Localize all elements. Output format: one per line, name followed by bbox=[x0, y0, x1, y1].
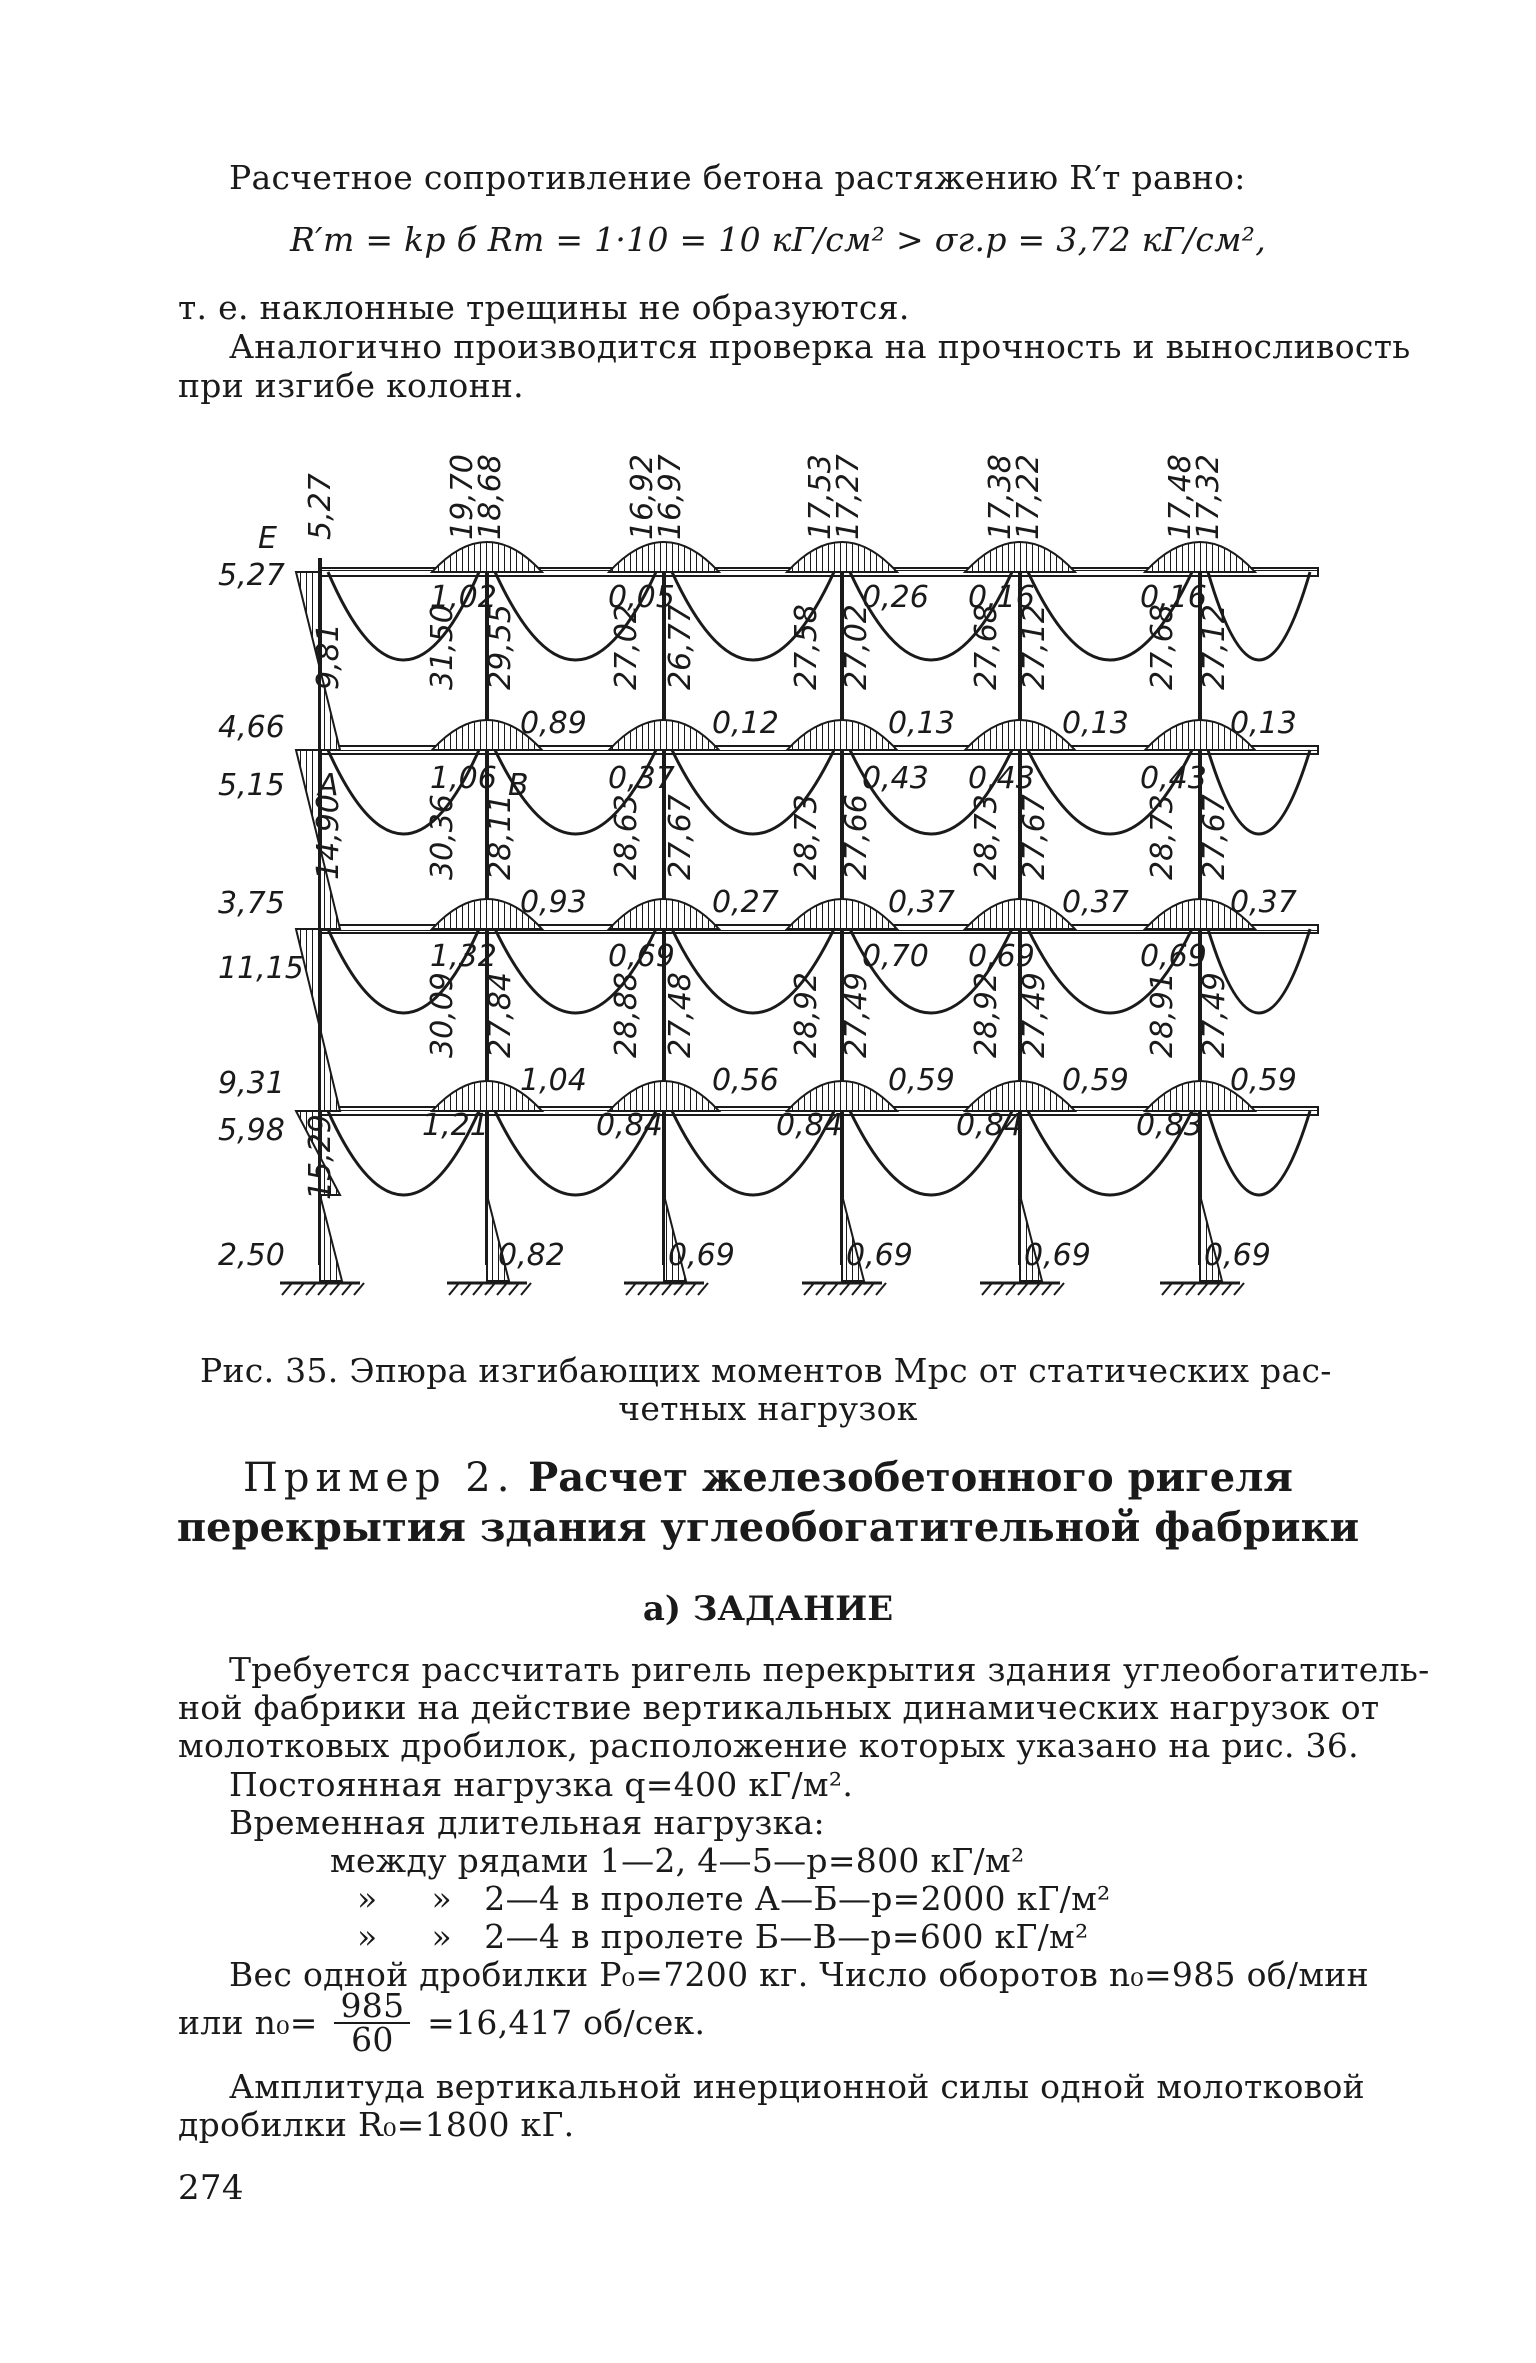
support-hatch bbox=[330, 1283, 340, 1295]
top-joint-label: 17,38 bbox=[983, 454, 1018, 540]
beam-end-moment-label: 28,92 bbox=[969, 972, 1004, 1058]
beam-end-moment-label: 28,73 bbox=[969, 794, 1004, 880]
support-moment-peak bbox=[609, 1081, 719, 1111]
example-title-prefix: Пример 2. bbox=[243, 1455, 516, 1501]
top-joint-label: 17,32 bbox=[1191, 454, 1226, 540]
support-moment-label: 0,69 bbox=[668, 1238, 735, 1273]
support-moment-peak bbox=[1145, 542, 1255, 572]
beam-end-moment-label: 27,68 bbox=[1145, 604, 1180, 690]
span-moment-label: 0,37 bbox=[888, 885, 955, 920]
load-line-2: » » 2—4 в пролете А—Б—p=2000 кГ/м² bbox=[357, 1879, 1111, 1918]
support-moment-peak bbox=[965, 720, 1075, 750]
beam-end-moment-label: 27,12 bbox=[1197, 604, 1232, 690]
figure-caption-line-2: четных нагрузок bbox=[618, 1389, 918, 1428]
beam-end-moment-label: 28,73 bbox=[789, 794, 824, 880]
column-base-moment bbox=[320, 1195, 342, 1281]
support-hatch bbox=[473, 1283, 483, 1295]
span-moment-label: 0,59 bbox=[1062, 1063, 1129, 1098]
support-hatch bbox=[461, 1283, 471, 1295]
paragraph-6-line-2: дробилки R₀=1800 кГ. bbox=[178, 2105, 575, 2144]
support-moment-label: 0,69 bbox=[1204, 1238, 1271, 1273]
example-title bbox=[0, 1455, 1536, 1501]
support-hatch bbox=[626, 1283, 636, 1295]
support-hatch bbox=[638, 1283, 648, 1295]
support-hatch bbox=[1174, 1283, 1184, 1295]
beam-end-moment-label: 28,63 bbox=[609, 794, 644, 880]
figure-caption-line-1: Рис. 35. Эпюра изгибающих моментов Мpс от статических рас- bbox=[200, 1351, 1332, 1390]
beam-end-moment-label: 27,49 bbox=[839, 972, 874, 1058]
beam-end-moment-label: 30,09 bbox=[425, 972, 460, 1058]
beam-end-moment-label: 27,02 bbox=[609, 604, 644, 690]
support-hatch bbox=[674, 1283, 684, 1295]
paragraph-2: Постоянная нагрузка q=400 кГ/м². bbox=[229, 1765, 854, 1804]
left-edge-label: 9,31 bbox=[218, 1066, 285, 1101]
beam-end-moment-label: 27,58 bbox=[789, 604, 824, 690]
top-joint-label: 17,48 bbox=[1163, 454, 1198, 540]
base-joint-label: 0,84 bbox=[776, 1108, 843, 1143]
support-hatch bbox=[804, 1283, 814, 1295]
beam-end-moment-label: 9,81 bbox=[311, 623, 346, 690]
intro-formula: R′т = kр б Rт = 1·10 = 10 кГ/см² > σг.р = 3,72 кГ/см², bbox=[290, 220, 1267, 259]
left-edge-label: 2,50 bbox=[218, 1238, 285, 1273]
fraction-985-60 bbox=[334, 1986, 410, 2059]
joint-small-label: 0,69 bbox=[968, 939, 1035, 974]
support-hatch bbox=[1210, 1283, 1220, 1295]
top-joint-label: 18,68 bbox=[473, 454, 508, 540]
base-joint-label: 0,84 bbox=[956, 1108, 1023, 1143]
left-edge-label: 4,66 bbox=[218, 710, 285, 745]
support-moment-peak bbox=[965, 542, 1075, 572]
span-moment-label: 0,93 bbox=[520, 885, 587, 920]
support-moment-peak bbox=[787, 899, 897, 929]
beam-end-moment-label: 31,50 bbox=[425, 604, 460, 690]
support-moment-peak bbox=[787, 542, 897, 572]
section-heading bbox=[0, 1586, 1536, 1632]
beam-end-moment-label: 27,48 bbox=[663, 972, 698, 1058]
support-hatch bbox=[1018, 1283, 1028, 1295]
joint-small-label: 0,16 bbox=[1140, 580, 1207, 615]
base-joint-label: 1,21 bbox=[422, 1108, 489, 1143]
span-moment-label: 0,89 bbox=[520, 706, 587, 741]
support-hatch bbox=[342, 1283, 352, 1295]
span-moment-label: 0,37 bbox=[1062, 885, 1129, 920]
support-hatch bbox=[497, 1283, 507, 1295]
beam-end-moment-label: 29,55 bbox=[483, 604, 518, 690]
beam-end-moment-label: 28,91 bbox=[1145, 972, 1180, 1058]
span-moment-label: 0,12 bbox=[712, 706, 779, 741]
support-hatch bbox=[1162, 1283, 1172, 1295]
support-hatch bbox=[698, 1283, 708, 1295]
support-hatch bbox=[485, 1283, 495, 1295]
beam-end-moment-label: 27,67 bbox=[663, 794, 698, 880]
span-moment-label: 0,13 bbox=[1230, 706, 1297, 741]
beam-end-moment-label: 30,36 bbox=[425, 794, 460, 880]
span-moment-label: 1,04 bbox=[520, 1063, 587, 1098]
paragraph-5-pre: или n₀= bbox=[178, 2003, 318, 2042]
paragraph-6-line-1: Амплитуда вертикальной инерционной силы одной молотковой bbox=[229, 2067, 1365, 2106]
support-hatch bbox=[1234, 1283, 1244, 1295]
support-hatch bbox=[1042, 1283, 1052, 1295]
support-hatch bbox=[449, 1283, 459, 1295]
intro-line-4: Аналогично производится проверка на прочность и выносливость bbox=[229, 327, 1411, 366]
paragraph-1-line-3: молотковых дробилок, расположение которых указано на рис. 36. bbox=[178, 1726, 1359, 1765]
support-moment-label: 0,69 bbox=[846, 1238, 913, 1273]
support-hatch bbox=[1198, 1283, 1208, 1295]
support-moment-peak bbox=[609, 542, 719, 572]
load-line-3: » » 2—4 в пролете Б—В—p=600 кГ/м² bbox=[357, 1917, 1089, 1956]
support-hatch bbox=[1222, 1283, 1232, 1295]
joint-small-label: 0,37 bbox=[608, 761, 675, 796]
span-moment-label: 0,56 bbox=[712, 1063, 779, 1098]
fraction-denominator: 60 bbox=[351, 2020, 394, 2059]
support-moment-label: 0,82 bbox=[498, 1238, 565, 1273]
paragraph-5-post: =16,417 об/сек. bbox=[427, 2003, 706, 2042]
top-joint-label: 19,70 bbox=[445, 454, 480, 540]
support-hatch bbox=[1054, 1283, 1064, 1295]
left-edge-label: 5,98 bbox=[218, 1113, 285, 1148]
paragraph-1-line-1: Требуется рассчитать ригель перекрытия здания углеобогатитель- bbox=[229, 1650, 1430, 1689]
left-edge-label: 5,27 bbox=[218, 558, 285, 593]
top-joint-label: 17,27 bbox=[831, 454, 866, 540]
joint-small-label: 0,43 bbox=[1140, 761, 1207, 796]
support-hatch bbox=[662, 1283, 672, 1295]
base-column-label: 15,29 bbox=[303, 1114, 338, 1200]
span-moment-label: 0,13 bbox=[1062, 706, 1129, 741]
support-hatch bbox=[318, 1283, 328, 1295]
load-line-1: между рядами 1—2, 4—5—p=800 кГ/м² bbox=[330, 1841, 1025, 1880]
support-hatch bbox=[306, 1283, 316, 1295]
beam-end-moment-label: 28,73 bbox=[1145, 794, 1180, 880]
support-hatch bbox=[282, 1283, 292, 1295]
support-moment-peak bbox=[965, 899, 1075, 929]
example-title-line-2-text: перекрытия здания углеобогатительной фабрики bbox=[176, 1504, 1360, 1551]
support-moment-peak bbox=[609, 899, 719, 929]
top-joint-label: 16,92 bbox=[625, 454, 660, 540]
paragraph-4: Вес одной дробилки P₀=7200 кг. Число оборотов n₀=985 об/мин bbox=[229, 1955, 1369, 1994]
beam-end-moment-label: 27,67 bbox=[1197, 794, 1232, 880]
support-hatch bbox=[852, 1283, 862, 1295]
beam-end-moment-label: 27,67 bbox=[1017, 794, 1052, 880]
fraction-numerator: 985 bbox=[334, 1990, 410, 2024]
beam-end-moment-label: 26,77 bbox=[663, 604, 698, 690]
support-hatch bbox=[982, 1283, 992, 1295]
beam-end-moment-label: 28,11 bbox=[483, 794, 518, 880]
support-moment-peak bbox=[787, 1081, 897, 1111]
beam-end-moment-label: 27,12 bbox=[1017, 604, 1052, 690]
support-hatch bbox=[1006, 1283, 1016, 1295]
joint-small-label: 1,02 bbox=[430, 580, 497, 615]
joint-small-label: 0,16 bbox=[968, 580, 1035, 615]
support-hatch bbox=[864, 1283, 874, 1295]
support-hatch bbox=[354, 1283, 364, 1295]
support-moment-peak bbox=[609, 720, 719, 750]
paragraph-5 bbox=[178, 1986, 706, 2059]
beam-end-moment-label: 27,68 bbox=[969, 604, 1004, 690]
intro-line-1: Расчетное сопротивление бетона растяжению R′т равно: bbox=[229, 158, 1246, 197]
support-hatch bbox=[994, 1283, 1004, 1295]
span-moment-label: 0,59 bbox=[1230, 1063, 1297, 1098]
support-hatch bbox=[509, 1283, 519, 1295]
top-joint-label: 17,53 bbox=[803, 454, 838, 540]
joint-small-label: 1,06 bbox=[430, 761, 497, 796]
beam-end-moment-label: 14,90 bbox=[311, 794, 346, 880]
beam-end-moment-label: 27,84 bbox=[483, 972, 518, 1058]
base-joint-label: 0,83 bbox=[1136, 1108, 1203, 1143]
joint-small-label: 0,70 bbox=[862, 939, 929, 974]
support-hatch bbox=[876, 1283, 886, 1295]
support-hatch bbox=[1186, 1283, 1196, 1295]
support-hatch bbox=[840, 1283, 850, 1295]
example-title-line-2 bbox=[0, 1505, 1536, 1551]
beam-end-moment-label: 28,88 bbox=[609, 972, 644, 1058]
span-moment-label: 0,59 bbox=[888, 1063, 955, 1098]
beam-end-moment-label: 27,49 bbox=[1197, 972, 1232, 1058]
page-number: 274 bbox=[178, 2168, 244, 2208]
paragraph-3: Временная длительная нагрузка: bbox=[229, 1803, 825, 1842]
corner-e-label: E bbox=[258, 521, 277, 556]
support-moment-peak bbox=[787, 720, 897, 750]
support-hatch bbox=[828, 1283, 838, 1295]
support-hatch bbox=[650, 1283, 660, 1295]
span-moment-label: 0,27 bbox=[712, 885, 779, 920]
left-edge-label: 3,75 bbox=[218, 886, 285, 921]
joint-small-label: 0,69 bbox=[1140, 939, 1207, 974]
support-moment-peak bbox=[965, 1081, 1075, 1111]
beam-end-moment-label: 27,66 bbox=[839, 794, 874, 880]
joint-small-label: 0,43 bbox=[862, 761, 929, 796]
left-edge-label: 5,15 bbox=[218, 768, 285, 803]
support-hatch bbox=[816, 1283, 826, 1295]
left-edge-label: 11,15 bbox=[218, 951, 304, 986]
intro-line-5: при изгибе колонн. bbox=[178, 366, 524, 405]
paragraph-1-line-2: ной фабрики на действие вертикальных динамических нагрузок от bbox=[178, 1688, 1380, 1727]
joint-small-label: 1,32 bbox=[430, 939, 497, 974]
intro-line-3: т. е. наклонные трещины не образуются. bbox=[178, 288, 910, 327]
span-moment-label: 0,37 bbox=[1230, 885, 1297, 920]
joint-small-label: 0,26 bbox=[862, 580, 929, 615]
base-joint-label: 0,84 bbox=[596, 1108, 663, 1143]
top-column-label: 5,27 bbox=[303, 473, 338, 540]
beam-end-moment-label: 27,49 bbox=[1017, 972, 1052, 1058]
column-a-label: A bbox=[318, 768, 339, 803]
span-moment-label: 0,13 bbox=[888, 706, 955, 741]
top-joint-label: 16,97 bbox=[653, 454, 688, 540]
top-joint-label: 17,22 bbox=[1011, 454, 1046, 540]
support-hatch bbox=[521, 1283, 531, 1295]
support-moment-label: 0,69 bbox=[1024, 1238, 1091, 1273]
joint-small-label: 0,05 bbox=[608, 580, 675, 615]
joint-small-label: 0,69 bbox=[608, 939, 675, 974]
support-moment-peak bbox=[432, 542, 542, 572]
section-heading-text: а) ЗАДАНИЕ bbox=[642, 1589, 894, 1629]
column-b-label: B bbox=[508, 768, 529, 803]
joint-small-label: 0,43 bbox=[968, 761, 1035, 796]
beam-end-moment-label: 28,92 bbox=[789, 972, 824, 1058]
support-hatch bbox=[1030, 1283, 1040, 1295]
support-hatch bbox=[686, 1283, 696, 1295]
support-hatch bbox=[294, 1283, 304, 1295]
span-moment-curve bbox=[1208, 1111, 1310, 1195]
example-title-rest: Расчет железобетонного ригеля bbox=[528, 1454, 1293, 1501]
beam-end-moment-label: 27,02 bbox=[839, 604, 874, 690]
